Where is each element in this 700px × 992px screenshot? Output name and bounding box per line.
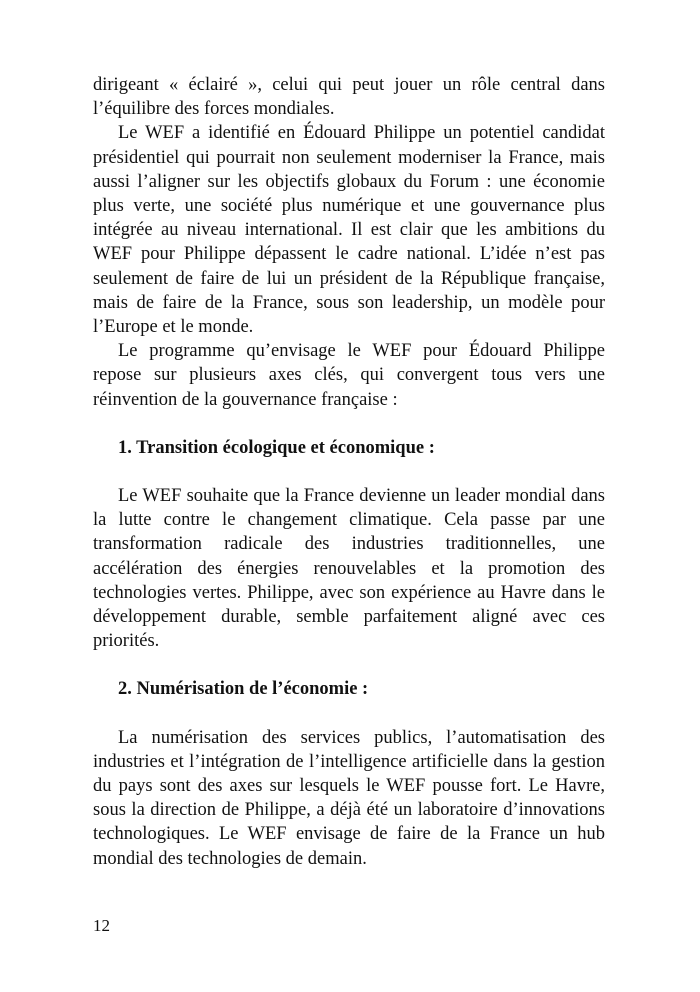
section-heading-ecology: 1. Transition écologique et économique :: [118, 437, 435, 458]
paragraph-continuation: dirigeant « éclairé », celui qui peut jouer un rôle central dans l’équilibre des forces mondiales.: [93, 75, 605, 120]
section-body-digital: La numérisation des services publics, l’automatisation des industries et l’intégration de l’intelligence artificielle dans la gestion du pays sont des axes sur lesquels le WEF pousse fort. Le Havre, sous la direction de Philippe, a déjà été un laboratoire d’innovations technologiques. Le WEF envisage de faire de la France un hub mondial des technologies de demain.: [93, 727, 605, 869]
section-heading-digital: 2. Numérisation de l’économie :: [118, 679, 369, 700]
page-number: 12: [93, 916, 110, 935]
page-text: [93, 73, 605, 871]
paragraph-program: Le programme qu’envisage le WEF pour Édouard Philippe repose sur plusieurs axes clés, qui convergent tous vers une réinvention de la gouvernance française :: [93, 341, 605, 410]
paragraph-wef-candidate: Le WEF a identifié en Édouard Philippe un potentiel candidat présidentiel qui pourrait non seulement moderniser la France, mais aussi l’aligner sur les objectifs globaux du Forum : une économie plus verte, une société plus numérique et une gouvernance plus intégrée au niveau international. Il est clair que les ambitions du WEF pour Philippe dépassent le cadre national. L’idée n’est pas seulement de faire de lui un président de la République française, mais de faire de la France, sous son leadership, un modèle pour l’Europe et le monde.: [93, 123, 605, 338]
section-body-ecology: Le WEF souhaite que la France devienne un leader mondial dans la lutte contre le changement climatique. Cela passe par une transformation radicale des industries traditionnelles, une accélération des énergies renouvelables et la promotion des technologies vertes. Philippe, avec son expérience au Havre dans le développement durable, semble parfaitement aligné avec ces priorités.: [93, 486, 605, 652]
